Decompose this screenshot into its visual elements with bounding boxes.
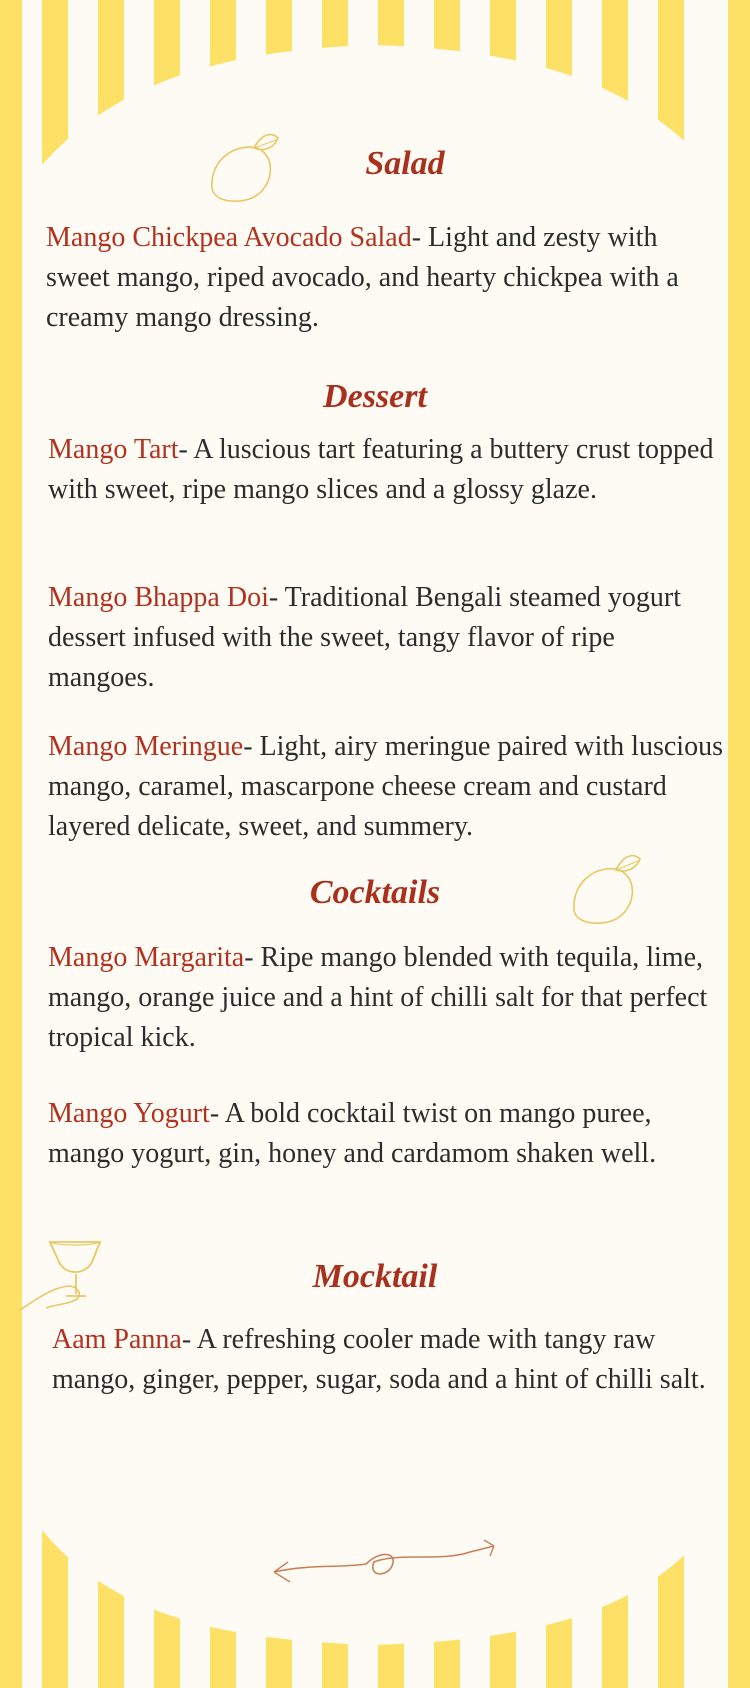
- menu-item-desc: - A luscious tart featuring a buttery crust topped with sweet, ripe mango slices and a glossy glaze.: [48, 434, 714, 505]
- menu-item: [48, 1094, 688, 1174]
- menu-item-name: Mango Margarita: [48, 942, 245, 973]
- menu-item-desc: - Light and zesty with sweet mango, riped avocado, and hearty chickpea with a creamy mango dressing.: [46, 222, 679, 333]
- menu-item-desc: - Traditional Bengali steamed yogurt dessert infused with the sweet, tangy flavor of ripe mangoes.: [48, 582, 682, 693]
- section-title-salad: Salad: [365, 145, 445, 182]
- menu-card: [22, 0, 728, 1688]
- section-title-cocktails: Cocktails: [309, 874, 441, 911]
- menu-item-desc: - Light, airy meringue paired with luscious mango, caramel, mascarpone cheese cream and custard layered delicate, sweet, and summery.: [48, 731, 723, 842]
- menu-item-name: Mango Meringue: [48, 731, 244, 762]
- menu-item: [48, 727, 724, 847]
- menu-item-desc: - Ripe mango blended with tequila, lime, mango, orange juice and a hint of chilli salt for that perfect tropical kick.: [48, 942, 708, 1053]
- menu-item: [52, 1320, 728, 1400]
- section-title-dessert: Dessert: [323, 378, 427, 415]
- left-border-stripe: [0, 0, 24, 1688]
- menu-item-desc: - A bold cocktail twist on mango puree, mango yogurt, gin, honey and cardamom shaken well.: [48, 1098, 657, 1169]
- menu-item: [48, 578, 708, 698]
- bottom-stripe-arch: [22, 1500, 728, 1688]
- menu-item: [46, 218, 686, 338]
- menu-item-name: Mango Bhappa Doi: [48, 582, 269, 613]
- menu-item-desc: - A refreshing cooler made with tangy raw mango, ginger, pepper, sugar, soda and a hint of chilli salt.: [52, 1324, 706, 1395]
- menu-item-name: Mango Tart: [48, 434, 179, 465]
- menu-item-name: Mango Chickpea Avocado Salad: [46, 222, 412, 253]
- menu-item-name: Mango Yogurt: [48, 1098, 210, 1129]
- menu-item: [48, 430, 724, 510]
- section-title-mocktail: Mocktail: [312, 1258, 438, 1295]
- ribbon-icon: [270, 1538, 500, 1588]
- menu-item-name: Aam Panna: [52, 1324, 182, 1355]
- right-border-stripe: [726, 0, 750, 1688]
- menu-item: [48, 938, 724, 1058]
